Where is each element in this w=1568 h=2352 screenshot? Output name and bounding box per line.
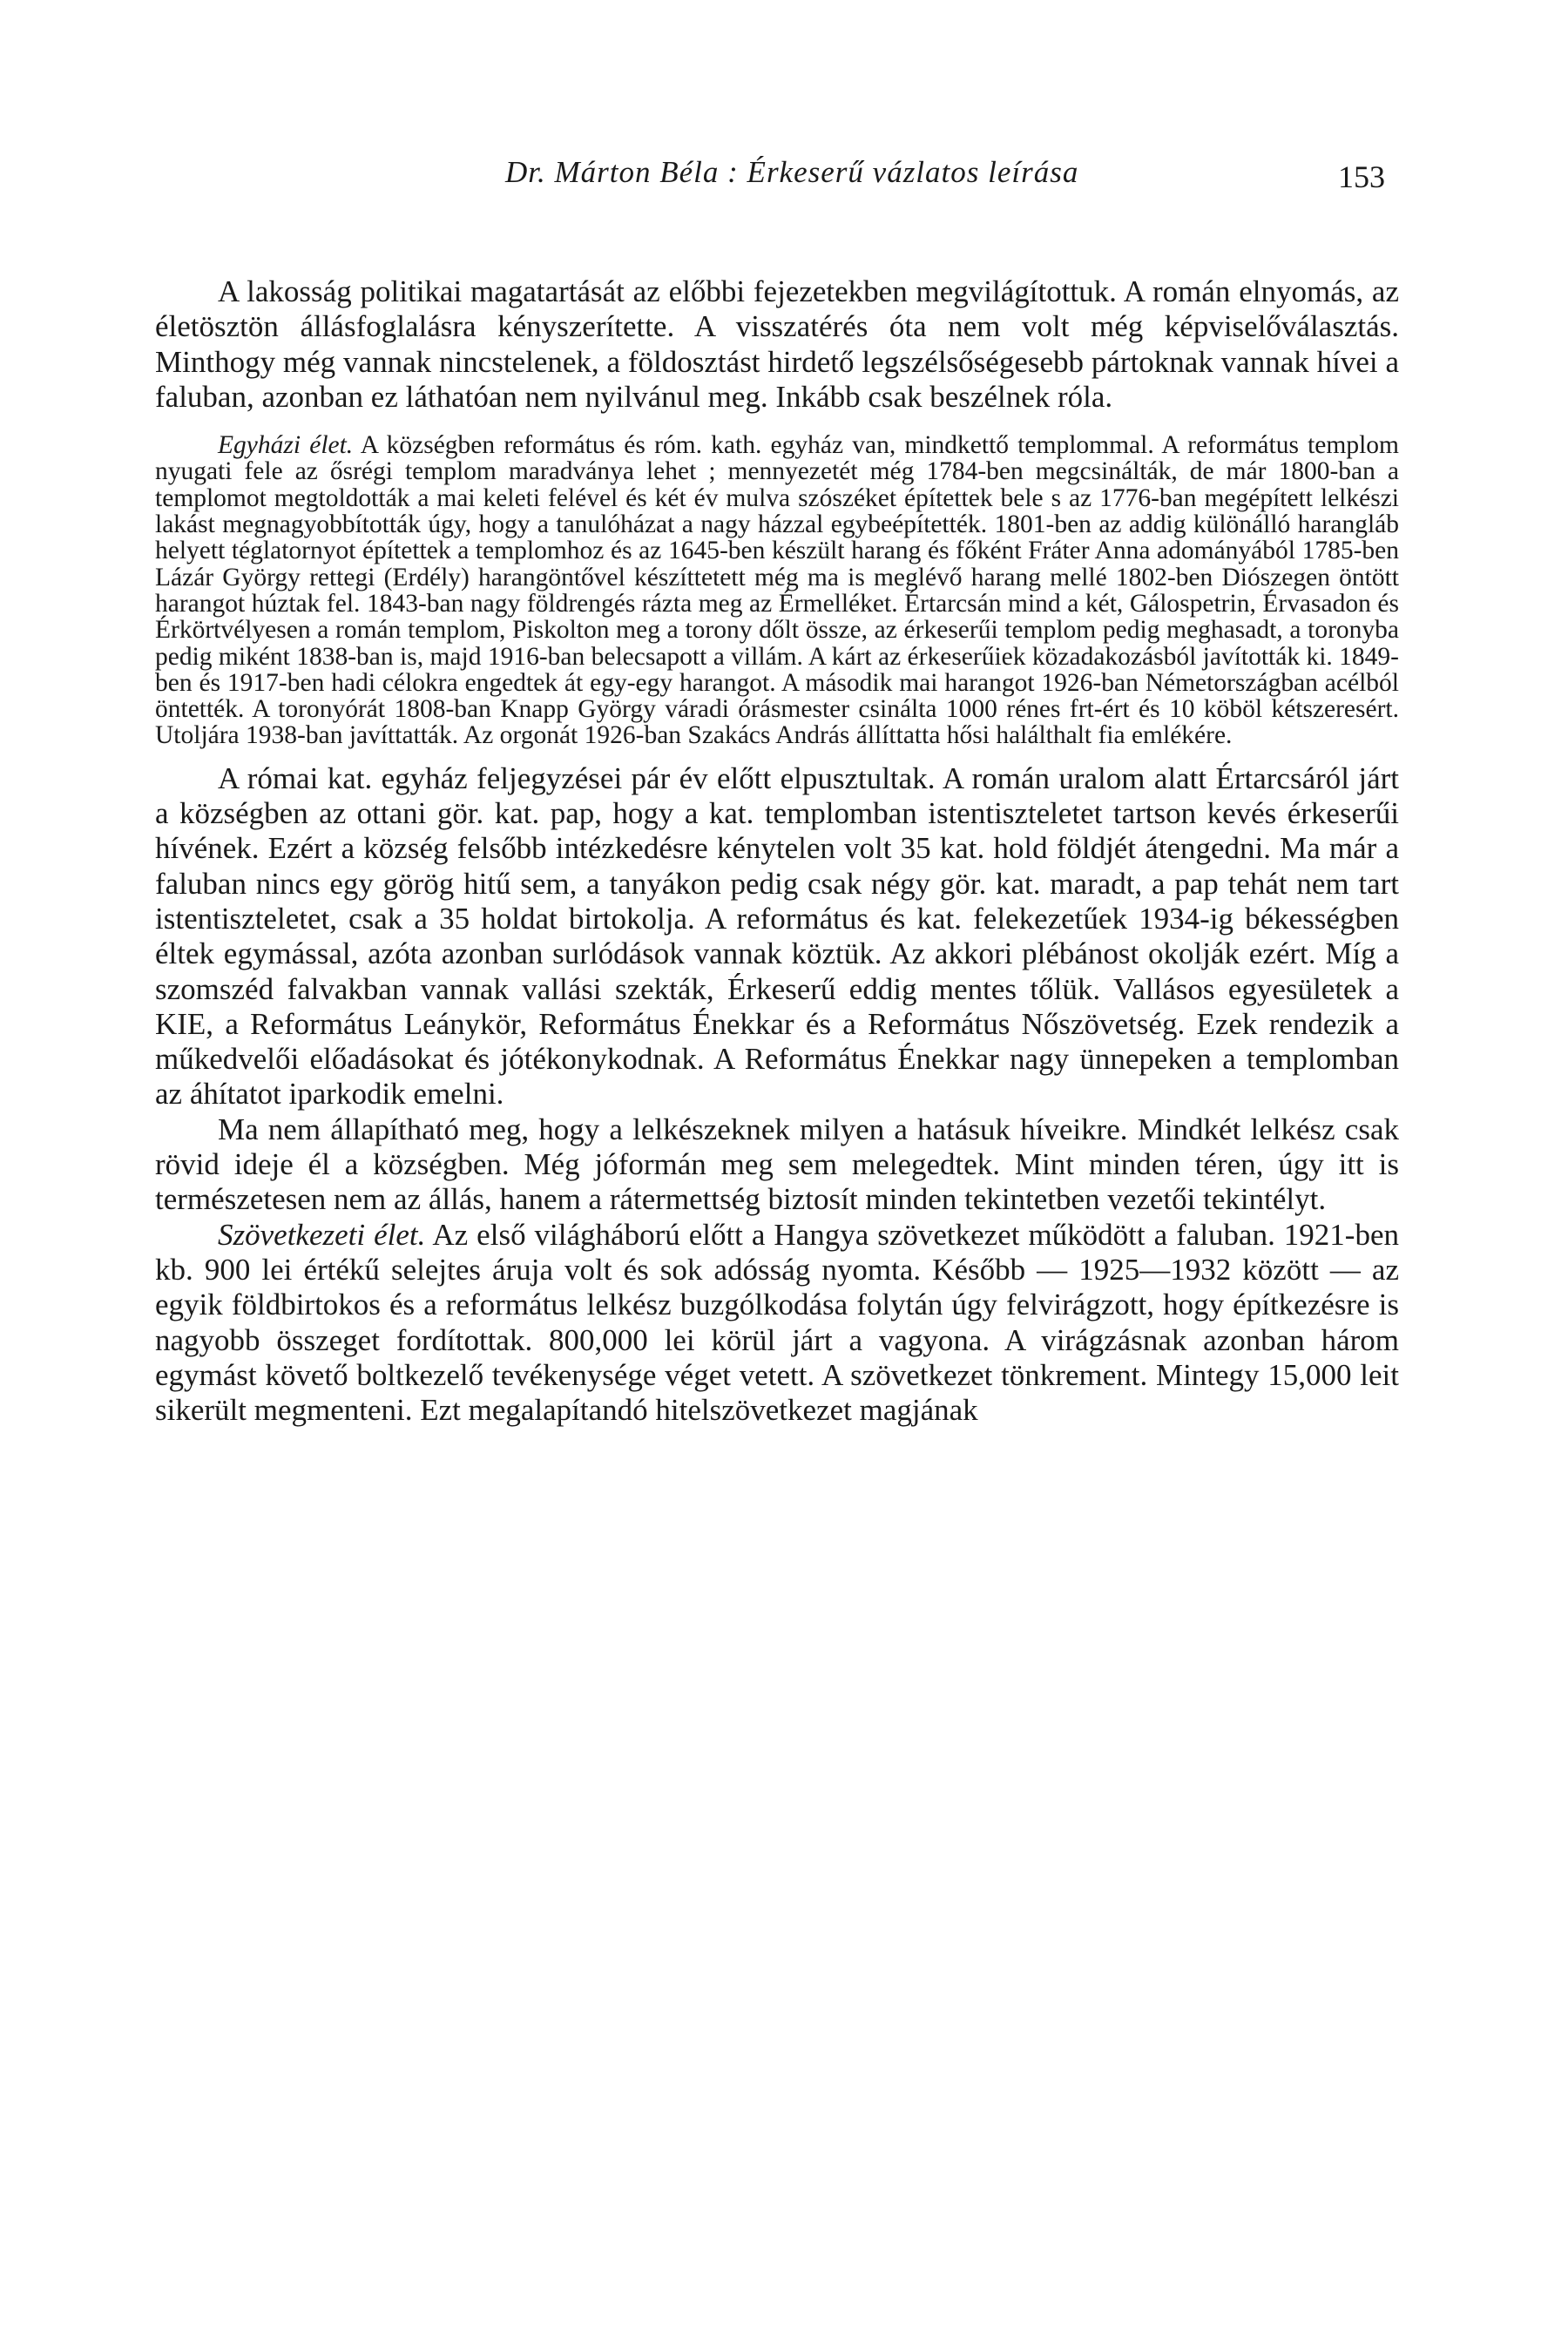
page-header <box>157 155 1411 207</box>
page-number: 153 <box>1338 159 1385 194</box>
section-title-church-life: Egyházi élet. <box>218 431 354 460</box>
paragraph-catholic-church: A római kat. egyház feljegyzései pár év előtt elpusztultak. A román uralom alatt Értarcsáról járt a községben az ottani gör. kat. pap, hogy a kat. templomban istentiszteletet tartson kevés érkeserűi hívének. Ezért a község felsőbb intézkedésre kénytelen volt 35 kat. hold földjét átengedni. Ma már a faluban nincs egy görög hitű sem, a tanyákon pedig csak négy gör. kat. maradt, a pap tehát nem tart istentiszteletet, csak a 35 holdat birtokolja. A református és kat. felekezetűek 1934-ig békességben éltek egymással, azóta azonban surlódások vannak köztük. Az akkori plébánost okolják ezért. Míg a szomszéd falvakban vannak vallási szekták, Érkeserű eddig mentes tőlük. Vallásos egyesületek a KIE, a Református Leánykör, Református Énekkar és a Református Nőszövetség. Ezek rendezik a műkedvelői előadásokat és jótékonykodnak. A Református Énekkar nagy ünnepeken a templomban az áhítatot iparkodik emelni. <box>155 760 1399 1112</box>
paragraph-politics: A lakosság politikai magatartását az előbbi fejezetekben megvilágítottuk. A román elnyomás, az életösztön állásfoglalásra kényszerítette. A visszatérés óta nem volt még képviselőválasztás. Minthogy még vannak nincstelenek, a földosztást hirdető legszélsőségesebb pártoknak vannak hívei a faluban, azonban ez láthatóan nem nyilvánul meg. Inkább csak beszélnek róla. <box>155 274 1399 414</box>
paragraph-church-life-text: A községben református és róm. kath. egyház van, mindkettő templommal. A református templom nyugati fele az ősrégi templom maradványa lehet ; mennyezetét még 1784-ben megcsinálták, de már 1800-ban a templomot megtoldották a mai keleti felével és két év mulva szószéket építettek bele s az 1776-ban megépített lelkészi lakást megnagyobbították úgy, hogy a tanulóházat a nagy házzal egybeépítették. 1801-ben az addig különálló harangláb helyett téglatornyot építettek a templomhoz és az 1645-ben készült harang és főként Fráter Anna adományából 1785-ben Lázár György rettegi (Erdély) harangöntővel készíttetett még ma is meglévő harang mellé 1802-ben Diószegen öntött harangot húztak fel. 1843-ban nagy földrengés rázta meg az Érmelléket. Értarcsán mind a két, Gálospetrin, Érvasadon és Érkörtvélyesen a román templom, Piskolton meg a torony dőlt össze, az érkeserűi templom pedig meghasadt, a toronyba pedig miként 1838-ban is, majd 1916-ban belecsapott a villám. A kárt az érkeserűiek közadakozásból javították ki. 1849-ben és 1917-ben hadi célokra engedtek át egy-egy harangot. A második mai harangot 1926-ban Németországban acélból öntették. A toronyórát 1808-ban Knapp György váradi órásmester csinálta 1000 rénes frt-ért és 10 köböl kétszeresért. Utoljára 1938-ban javíttatták. Az orgonát 1926-ban Szakács András állíttatta hősi halálthalt fia emlékére. <box>155 431 1399 750</box>
section-title-cooperative-life: Szövetkezeti élet. <box>218 1217 426 1252</box>
body-text <box>155 274 1399 1428</box>
running-title: Dr. Márton Béla : Érkeserű vázlatos leírása <box>505 155 1079 189</box>
paragraph-cooperative-life-text: Az első világháború előtt a Hangya szövetkezet működött a faluban. 1921-ben kb. 900 lei értékű selejtes áruja volt és sok adósság nyomta. Később — 1925—1932 között — az egyik földbirtokos és a református lelkész buzgólkodása folytán úgy felvirágzott, hogy építkezésre is nagyobb összeget fordítottak. 800,000 lei körül járt a vagyona. A virágzásnak azonban három egymást követő boltkezelő tevékenysége véget vetett. A szövetkezet tönkrement. Mintegy 15,000 leit sikerült megmenteni. Ezt megalapítandó hitelszövetkezet magjának <box>155 1217 1399 1428</box>
paragraph-pastors: Ma nem állapítható meg, hogy a lelkészeknek milyen a hatásuk híveikre. Mindkét lelkész csak rövid ideje él a községben. Még jóformán meg sem melegedtek. Mint minden téren, úgy itt is természetesen nem az állás, hanem a rátermettség biztosít minden tekintetben vezetői tekintélyt. <box>155 1112 1399 1217</box>
paragraph-church-life <box>155 432 1399 749</box>
paragraph-cooperative-life <box>155 1218 1399 1429</box>
